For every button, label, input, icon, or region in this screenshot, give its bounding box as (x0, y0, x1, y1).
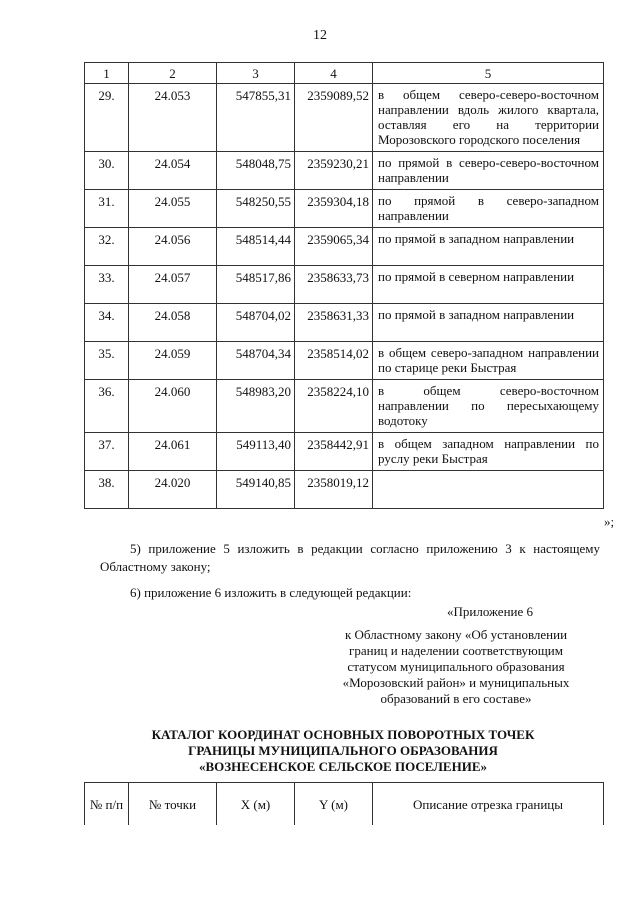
table-row (85, 380, 604, 433)
point-number: 24.058 (129, 304, 217, 342)
header-cell: 5 (373, 63, 604, 84)
segment-description: в общем северо-западном направлении по старице реки Быстрая (373, 342, 604, 380)
x-coordinate: 547855,31 (217, 84, 295, 152)
row-number: 29. (85, 84, 129, 152)
catalog-line: ГРАНИЦЫ МУНИЦИПАЛЬНОГО ОБРАЗОВАНИЯ (188, 743, 498, 758)
point-number: 24.055 (129, 190, 217, 228)
page-number: 12 (313, 28, 327, 43)
table-row (85, 84, 604, 152)
x-coordinate: 548250,55 (217, 190, 295, 228)
catalog-table (84, 782, 604, 825)
table-row (85, 190, 604, 228)
table-row (85, 342, 604, 380)
table-row (85, 304, 604, 342)
coordinates-table (84, 62, 604, 509)
paragraph-text: 5) приложение 5 изложить в редакции согласно приложению 3 к настоящему Областному закону; (100, 541, 600, 574)
point-number: 24.060 (129, 380, 217, 433)
segment-description: по прямой в северо-западном направлении (373, 190, 604, 228)
segment-description: по прямой в северном направлении (373, 266, 604, 304)
x-coordinate: 548517,86 (217, 266, 295, 304)
header-cell: 4 (295, 63, 373, 84)
header-x: X (м) (217, 783, 295, 826)
point-number: 24.059 (129, 342, 217, 380)
x-coordinate: 548704,34 (217, 342, 295, 380)
appendix-line: к Областному закону «Об установлении (344, 627, 568, 642)
y-coordinate: 2359304,18 (295, 190, 373, 228)
table-row (85, 228, 604, 266)
row-number: 38. (85, 471, 129, 509)
appendix-subtitle (312, 627, 600, 707)
table-row (85, 471, 604, 509)
y-coordinate: 2358514,02 (295, 342, 373, 380)
point-number: 24.054 (129, 152, 217, 190)
table-row (85, 266, 604, 304)
x-coordinate: 549140,85 (217, 471, 295, 509)
point-number: 24.056 (129, 228, 217, 266)
row-number: 30. (85, 152, 129, 190)
table-row (85, 433, 604, 471)
appendix-line: образований в его составе» (380, 691, 532, 706)
segment-description: по прямой в северо-северо-восточном направлении (373, 152, 604, 190)
segment-description: по прямой в западном направлении (373, 228, 604, 266)
table-header-row (85, 63, 604, 84)
point-number: 24.061 (129, 433, 217, 471)
x-coordinate: 548704,02 (217, 304, 295, 342)
closing-quote: »; (604, 514, 615, 529)
table-row (85, 152, 604, 190)
header-description: Описание отрезка границы (373, 783, 604, 826)
segment-description (373, 471, 604, 509)
y-coordinate: 2359230,21 (295, 152, 373, 190)
x-coordinate: 548983,20 (217, 380, 295, 433)
header-cell: 3 (217, 63, 295, 84)
appendix-line: статусом муниципального образования (347, 659, 565, 674)
segment-description: в общем северо-восточном направлении по пересыхающему водотоку (373, 380, 604, 433)
catalog-heading (100, 727, 586, 775)
amendment-paragraph-5 (100, 540, 600, 576)
y-coordinate: 2358631,33 (295, 304, 373, 342)
row-number: 36. (85, 380, 129, 433)
y-coordinate: 2359089,52 (295, 84, 373, 152)
appendix-line: «Морозовский район» и муниципальных (342, 675, 570, 690)
appendix-title: «Приложение 6 (446, 604, 534, 619)
point-number: 24.053 (129, 84, 217, 152)
y-coordinate: 2358019,12 (295, 471, 373, 509)
row-number: 33. (85, 266, 129, 304)
catalog-header-row (85, 783, 604, 826)
header-y: Y (м) (295, 783, 373, 826)
segment-description: в общем западном направлении по руслу реки Быстрая (373, 433, 604, 471)
catalog-line: «ВОЗНЕСЕНСКОЕ СЕЛЬСКОЕ ПОСЕЛЕНИЕ» (198, 759, 487, 774)
x-coordinate: 548514,44 (217, 228, 295, 266)
amendment-paragraph-6: 6) приложение 6 изложить в следующей редакции: (130, 585, 412, 600)
header-point: № точки (129, 783, 217, 826)
x-coordinate: 548048,75 (217, 152, 295, 190)
row-number: 37. (85, 433, 129, 471)
y-coordinate: 2358633,73 (295, 266, 373, 304)
x-coordinate: 549113,40 (217, 433, 295, 471)
header-cell: 1 (85, 63, 129, 84)
point-number: 24.057 (129, 266, 217, 304)
row-number: 34. (85, 304, 129, 342)
y-coordinate: 2358224,10 (295, 380, 373, 433)
segment-description: в общем северо-северо-восточном направлении вдоль жилого квартала, оставляя его на территории Морозовского городского поселения (373, 84, 604, 152)
header-cell: 2 (129, 63, 217, 84)
y-coordinate: 2359065,34 (295, 228, 373, 266)
y-coordinate: 2358442,91 (295, 433, 373, 471)
header-number: № п/п (85, 783, 129, 826)
segment-description: по прямой в западном направлении (373, 304, 604, 342)
point-number: 24.020 (129, 471, 217, 509)
row-number: 31. (85, 190, 129, 228)
row-number: 35. (85, 342, 129, 380)
appendix-line: границ и наделении соответствующим (349, 643, 563, 658)
row-number: 32. (85, 228, 129, 266)
catalog-line: КАТАЛОГ КООРДИНАТ ОСНОВНЫХ ПОВОРОТНЫХ ТОЧЕК (151, 727, 535, 742)
